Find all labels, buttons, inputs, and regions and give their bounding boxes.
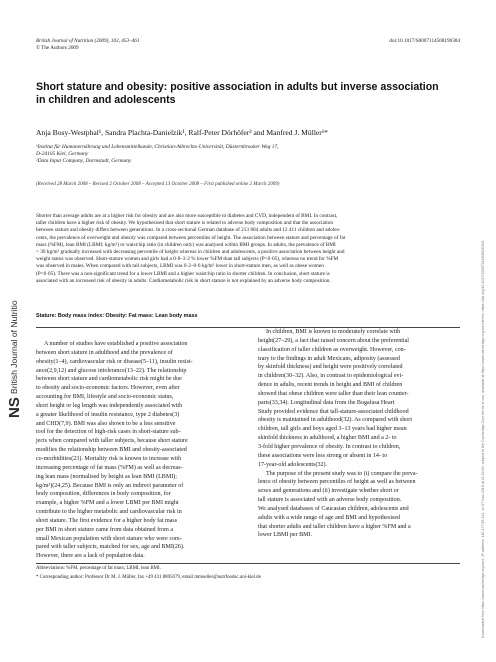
body-line: between short stature in adulthood and the prevalence of [36, 349, 173, 356]
body-line: Study provided evidence that tall-stature-associated childhood [258, 408, 409, 415]
body-line: modifies the relationship between BMI and obesity-associated [36, 447, 187, 454]
body-line: between short stature and cardiometabolic risk might be due [36, 376, 182, 383]
body-line: A number of studies have established a positive association [44, 341, 188, 347]
body-line: ing lean mass (normalised by height as lean BMI (LBMI); [36, 473, 177, 480]
body-line: co-morbidities(23). Mortality risk is known to increase with [36, 455, 182, 462]
keywords: Stature: Body mass index: Obesity: Fat mass: Lean body mass [36, 313, 198, 319]
abstract-line: Shorter than average adults are at a higher risk for obesity and are also more susceptible to diabetes and CVD, independent of BMI. In contrast, [36, 213, 338, 219]
abbreviations-footnote: Abbreviations: %FM, percentage of fat mass; LBMI, lean BMI. [36, 566, 161, 571]
body-line: obesity(1–4), cardiovascular risk or disease(5–11), insulin resist- [36, 358, 193, 365]
abstract-line: associated with an increased risk of obesity in adults. Cardiometabolic risk in short stature is not explained by an adverse body composition. [36, 277, 331, 284]
title-line-2: in children and adolescents [36, 94, 176, 106]
body-line: The purpose of the present study was to (i) compare the preva- [266, 470, 418, 477]
body-line: skinfold thickness in adulthood, a higher BMI and a 2- to [258, 435, 397, 442]
body-line: contribute to the higher metabolic and cardiovascular risk in [36, 509, 182, 516]
body-line: that shorter adults and taller children have a higher %FM and a [258, 523, 411, 530]
body-line: these associations were less strong or absent in 14- to [258, 452, 388, 459]
article-title [36, 81, 456, 107]
body-right-column [258, 328, 458, 540]
abstract-line: cents, the prevalence of overweight and obesity was compared between percentiles of height. The association between stature and percentage of fat [36, 234, 346, 241]
body-line: 17-year-old adolescents(32). [258, 461, 328, 468]
abstract-line: mass (%FM), lean BMI (LBMI; kg/m²) or waist:hip ratio (in children only) was analysed within BMI groups. In adults, the prevalence of BMI [36, 241, 336, 248]
body-line: trary to the findings in adult Mexicans, adiposity (assessed [258, 355, 400, 362]
body-line: classification of taller children as overweight. However, con- [258, 346, 406, 353]
abstract-line: weight status was observed. Short-stature women and girls had a 0·8–3·2 % lower %FM than tall subjects (P<0·05), whereas no trend for %FM [36, 256, 339, 263]
body-line: short stature. The first evidence for a higher body fat mass [36, 517, 178, 524]
body-line: jects when compared with taller subjects, because short stature [36, 438, 188, 445]
body-line: ance(2,9,12) and glucose intolerance(13–22). The relationship [36, 367, 187, 374]
affiliation-1-line-2: D-24105 Kiel, Germany [36, 151, 89, 158]
body-line: lower LBMI per BMI. [258, 532, 313, 539]
body-line: increasing percentage of fat mass (%FM) as well as decreas- [36, 464, 183, 471]
body-line: lence of obesity between percentiles of height as well as between [258, 479, 416, 486]
body-line: In children, BMI is known to moderately correlate with [266, 329, 401, 335]
body-line: kg/m²)(24,25). Because BMI is only an indirect parameter of [36, 482, 184, 489]
body-line: We analysed databases of Caucasian children, adolescents and [258, 505, 409, 512]
body-line: showed that obese children were taller than their lean counter- [258, 390, 409, 397]
journal-name-vertical: British Journal of Nutrition [9, 300, 19, 394]
body-line: sexes and generations and (ii) investigate whether short or [258, 488, 399, 495]
affiliation-2: ²Data Input Company, Darmstadt, Germany [36, 158, 132, 165]
body-line: height(27–29), a fact that raised concern about the preferential [258, 337, 409, 344]
body-line: per BMI in short stature came from data obtained from a [36, 526, 174, 533]
footnote-divider [36, 563, 460, 564]
body-line: small Mexican population with short stature who were com- [36, 535, 182, 542]
affiliation-1-line-1: ¹Institut für Humanernährung und Lebensmittelkunde, Christian-Albrechts-Universität, Düsternbrooker Weg 17, [36, 144, 279, 150]
journal-citation: British Journal of Nutrition (2009), 102, 453–461 [36, 38, 140, 44]
journal-mark: NS [6, 397, 23, 418]
abstract [36, 213, 468, 285]
affiliations [36, 144, 446, 166]
body-line: dence in adults, recent trends in height and BMI of children [258, 382, 403, 389]
body-left-column [36, 340, 236, 561]
abstract-line: was observed in males. When compared with tall subjects, LBMI was 0·2–0·6 kg/m² lower in short-stature men, as well as obese women [36, 263, 324, 270]
body-line: short height or leg length was independently associated with [36, 402, 183, 409]
body-line: a greater likelihood of insulin resistance, type 2 diabetes(3) [36, 411, 180, 418]
body-line: 3-fold higher prevalence of obesity. In contrast to children, [258, 443, 401, 450]
body-line: tall stature is associated with an adverse body composition. [258, 497, 402, 504]
body-line: body composition, differences in body composition, for [36, 491, 171, 498]
body-line: obesity is maintained in adulthood(32). As compared with short [258, 417, 413, 424]
body-line: and CHD(7,9). BMI was also shown to be a less sensitive [36, 420, 176, 427]
title-line-1: Short stature and obesity: positive association in adults but inverse association [36, 81, 439, 93]
body-line: tool for the detection of high-risk cases in short-stature sub- [36, 429, 181, 436]
svg-text:Downloaded from https://www.ca: Downloaded from https://www.cambridge.org/core. IP address: 116.177.65.241, on 07 Nov 2019 at 21:03:53, subject to the Cambridge Core terms of use, available at https://www.cambridge.org/core/terms. https://doi.org/10.1017/S0007114508190304 [481, 240, 485, 638]
abstract-line: (P<0·05). There was a non-significant trend for a lower LBMI and a higher waist:hip ratio in shorter children. In conclusion, short stature is [36, 270, 330, 277]
body-line: in children(30–32). Also, in contrast to epidemiological evi- [258, 373, 404, 380]
corresponding-author-footnote: * Corresponding author: Professor Dr M. J. Müller, fax +49 431 8805679, email mmueller@nutrfoodsc.uni-kiel.de [36, 575, 261, 580]
body-line: adults with a wide range of age and BMI and hypothesised [258, 514, 401, 521]
body-line: However, there are a lack of population data. [36, 553, 145, 560]
abstract-line: between stature and obesity differs between generations. In a cross-sectional German database of 213 804 adults and 12 411 children and adoles- [36, 227, 341, 234]
body-line: by skinfold thickness) and height were positively correlated [258, 364, 403, 371]
body-line: pared with taller subjects, matched for sex, age and BMI(26). [36, 544, 185, 551]
body-line: example, a higher %FM and a lower LBMI per BMI might [36, 500, 179, 507]
body-line: parts(33,34). Longitudinal data from the Bogalusa Heart [258, 399, 395, 406]
download-notice [478, 40, 492, 640]
body-line: children, tall girls and boys aged 3–13 years had higher mean [258, 426, 407, 433]
received-dates: (Received 28 March 2008 – Revised 2 October 2008 – Accepted 13 October 2008 – First published online 2 March 2009) [36, 182, 280, 187]
body-line: to obesity and socio-economic factors. However, even after [36, 385, 180, 392]
abstract-line: taller children have a higher risk of obesity. We hypothesised that short stature is related to adverse body composition and that the association [36, 220, 333, 227]
copyright-notice: © The Authors 2009 [36, 45, 79, 51]
article-doi: doi:10.1017/S0007114508190304 [389, 38, 460, 44]
journal-side-branding [2, 300, 24, 420]
abstract-line: > 30 kg/m² gradually increased with decreasing percentile of height whereas in children and adolescents, a positive association between height and [36, 249, 345, 256]
author-list: Anja Bosy-Westphal¹, Sandra Plachta-Danielzik¹, Ralf-Peter Dörhöfer² and Manfred J. Müller¹* [36, 128, 328, 137]
body-line: accounting for BMI, lifestyle and socio-economic status, [36, 394, 174, 401]
